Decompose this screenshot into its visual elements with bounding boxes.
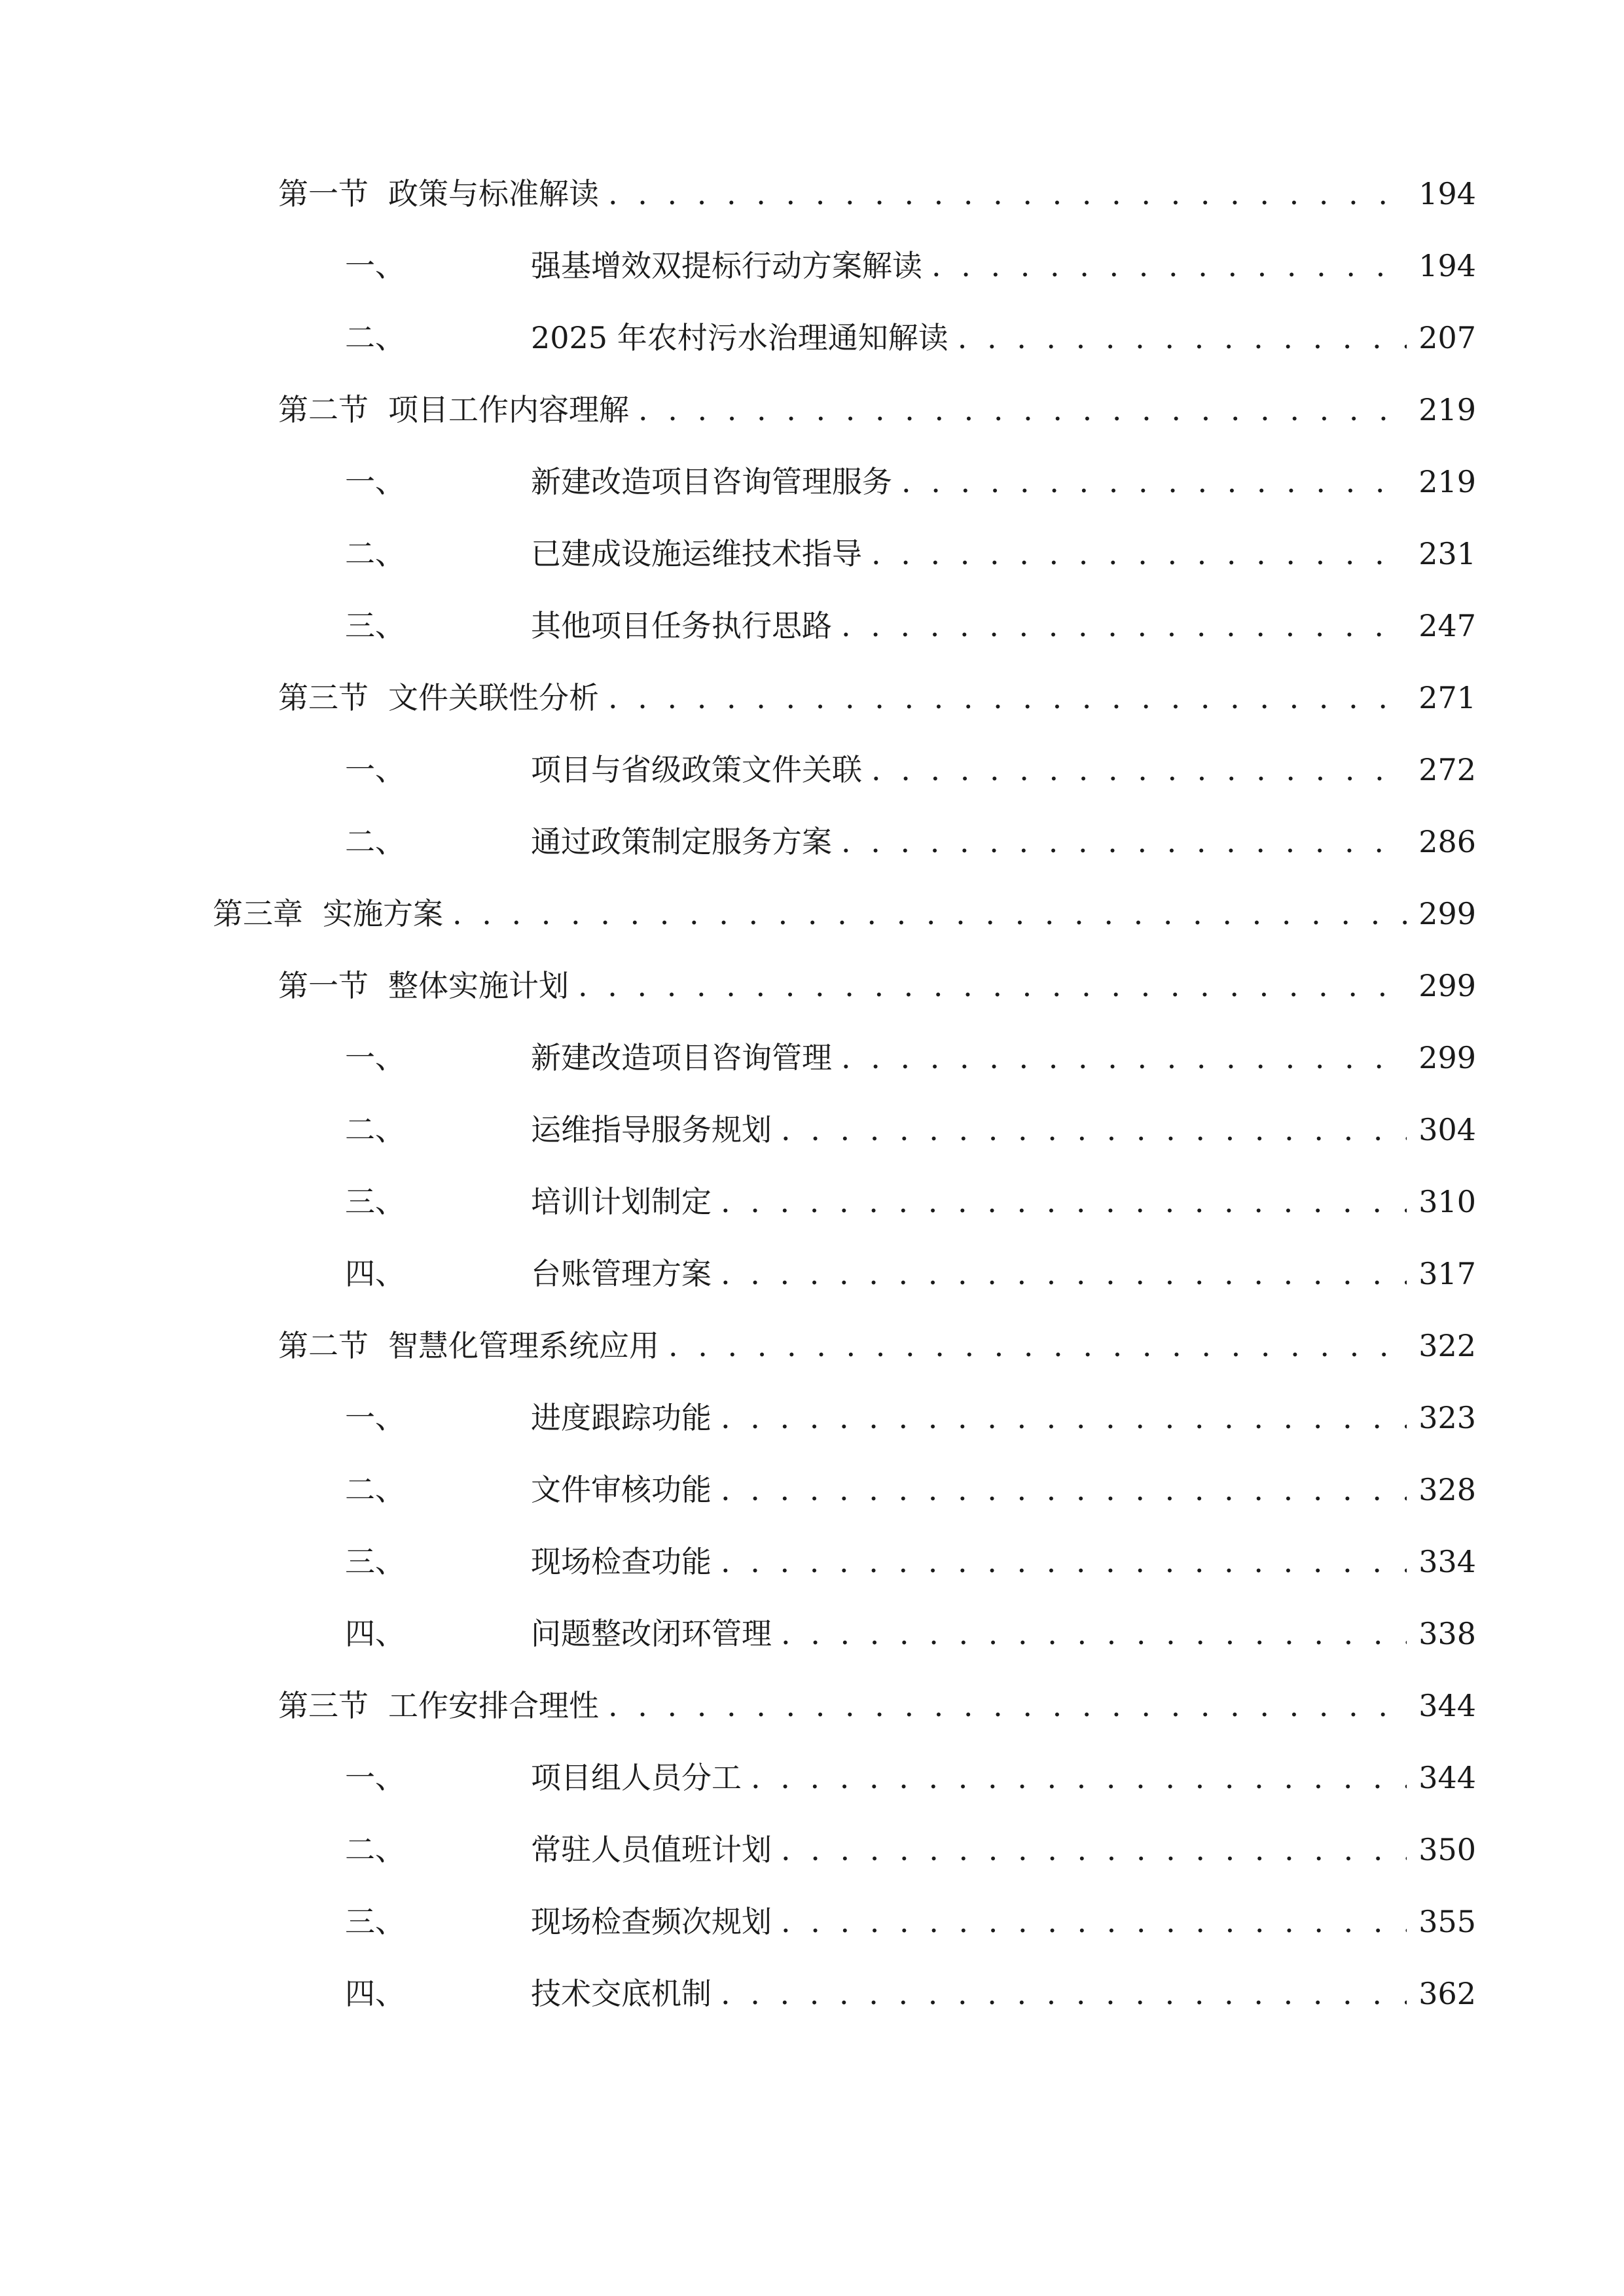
toc-entry-number: 第三章 xyxy=(213,896,303,931)
toc-entry[interactable] xyxy=(345,1031,1476,1084)
toc-entry-title: 项目工作内容理解 xyxy=(388,392,629,427)
toc-entry[interactable] xyxy=(345,1391,1476,1444)
dot-leader xyxy=(751,1751,1407,1804)
toc-entry-number: 一、 xyxy=(345,1040,405,1075)
dot-leader xyxy=(721,1463,1407,1516)
toc-entry-title: 台账管理方案 xyxy=(531,1256,712,1291)
toc-entry-number: 四、 xyxy=(345,1976,405,2011)
toc-entry-number: 四、 xyxy=(345,1616,405,1651)
toc-entry-page-number: 338 xyxy=(1418,1616,1476,1651)
toc-entry[interactable] xyxy=(345,1103,1476,1156)
toc-entry-title: 技术交底机制 xyxy=(531,1976,712,2011)
dot-leader xyxy=(931,240,1407,292)
dot-leader xyxy=(958,312,1407,364)
toc-entry[interactable] xyxy=(345,744,1476,796)
toc-entry-page-number: 299 xyxy=(1418,896,1476,931)
toc-entry-number: 第三节 xyxy=(278,1688,369,1723)
dot-leader xyxy=(608,1679,1407,1732)
toc-entry-title: 文件关联性分析 xyxy=(388,680,599,715)
toc-entry[interactable] xyxy=(345,816,1476,868)
toc-entry[interactable] xyxy=(345,1607,1476,1660)
toc-entry-number: 第二节 xyxy=(278,1328,369,1363)
toc-entry-title: 智慧化管理系统应用 xyxy=(388,1328,659,1363)
dot-leader xyxy=(841,816,1407,868)
toc-entry[interactable] xyxy=(345,312,1476,364)
toc-entry-page-number: 219 xyxy=(1418,464,1476,499)
toc-entry-number: 二、 xyxy=(345,1832,405,1867)
dot-leader xyxy=(841,600,1407,652)
toc-entry-number: 一、 xyxy=(345,464,405,499)
toc-entry-page-number: 194 xyxy=(1418,248,1476,283)
toc-entry-number: 第二节 xyxy=(278,392,369,427)
dot-leader xyxy=(721,1175,1407,1228)
toc-entry-page-number: 334 xyxy=(1418,1544,1476,1579)
toc-entry[interactable] xyxy=(345,1967,1476,2020)
dot-leader xyxy=(721,1535,1407,1588)
toc-entry-number: 二、 xyxy=(345,824,405,859)
toc-entry-number: 四、 xyxy=(345,1256,405,1291)
dot-leader xyxy=(781,1103,1407,1156)
dot-leader xyxy=(721,1391,1407,1444)
toc-entry-page-number: 323 xyxy=(1418,1400,1476,1435)
toc-entry-page-number: 304 xyxy=(1418,1112,1476,1147)
toc-entry-number: 三、 xyxy=(345,1184,405,1219)
dot-leader xyxy=(638,384,1407,436)
toc-entry-number: 一、 xyxy=(345,1760,405,1795)
dot-leader xyxy=(781,1607,1407,1660)
toc-entry-page-number: 344 xyxy=(1418,1760,1476,1795)
toc-entry-number: 一、 xyxy=(345,248,405,283)
toc-entry-page-number: 271 xyxy=(1418,680,1476,715)
toc-entry-page-number: 231 xyxy=(1418,536,1476,571)
toc-entry-number: 第一节 xyxy=(278,968,369,1003)
toc-entry-number: 二、 xyxy=(345,1112,405,1147)
toc-entry-page-number: 310 xyxy=(1418,1184,1476,1219)
toc-entry[interactable] xyxy=(278,384,1476,436)
toc-entry-title: 项目组人员分工 xyxy=(531,1760,742,1795)
toc-entry-title: 新建改造项目咨询管理服务 xyxy=(531,464,892,499)
toc-entry-number: 第一节 xyxy=(278,176,369,211)
toc-entry[interactable] xyxy=(213,888,1476,940)
toc-entry-title: 项目与省级政策文件关联 xyxy=(531,752,862,787)
dot-leader xyxy=(608,672,1407,724)
toc-entry-page-number: 247 xyxy=(1418,608,1476,643)
toc-entry-title: 实施方案 xyxy=(323,896,443,931)
toc-entry-title: 进度跟踪功能 xyxy=(531,1400,712,1435)
toc-entry[interactable] xyxy=(345,1175,1476,1228)
dot-leader xyxy=(781,1823,1407,1876)
toc-entry-page-number: 272 xyxy=(1418,752,1476,787)
toc-entry-page-number: 362 xyxy=(1418,1976,1476,2011)
toc-entry[interactable] xyxy=(345,1535,1476,1588)
toc-entry-page-number: 350 xyxy=(1418,1832,1476,1867)
toc-entry-title: 文件审核功能 xyxy=(531,1472,712,1507)
dot-leader xyxy=(578,960,1407,1012)
toc-entry[interactable] xyxy=(345,1823,1476,1876)
toc-entry-number: 一、 xyxy=(345,1400,405,1435)
toc-entry-title: 新建改造项目咨询管理 xyxy=(531,1040,832,1075)
toc-entry[interactable] xyxy=(345,240,1476,292)
toc-entry-number: 一、 xyxy=(345,752,405,787)
toc-entry[interactable] xyxy=(345,1247,1476,1300)
toc-entry-title: 现场检查功能 xyxy=(531,1544,712,1579)
toc-entry[interactable] xyxy=(278,1319,1476,1372)
toc-entry[interactable] xyxy=(278,1679,1476,1732)
toc-entry-page-number: 322 xyxy=(1418,1328,1476,1363)
toc-entry-number: 二、 xyxy=(345,320,405,355)
toc-entry-page-number: 286 xyxy=(1418,824,1476,859)
dot-leader xyxy=(608,168,1407,220)
toc-entry[interactable] xyxy=(345,1463,1476,1516)
toc-entry-number: 二、 xyxy=(345,1472,405,1507)
toc-entry-page-number: 299 xyxy=(1418,1040,1476,1075)
toc-entry-title: 已建成设施运维技术指导 xyxy=(531,536,862,571)
toc-entry-title: 整体实施计划 xyxy=(388,968,569,1003)
toc-entry-title: 其他项目任务执行思路 xyxy=(531,608,832,643)
toc-entry-number: 三、 xyxy=(345,608,405,643)
dot-leader xyxy=(901,456,1407,508)
toc-entry-page-number: 317 xyxy=(1418,1256,1476,1291)
toc-entry[interactable] xyxy=(345,528,1476,580)
dot-leader xyxy=(721,1247,1407,1300)
toc-entry-title: 强基增效双提标行动方案解读 xyxy=(531,248,922,283)
toc-entry[interactable] xyxy=(345,600,1476,652)
toc-entry-title: 培训计划制定 xyxy=(531,1184,712,1219)
toc-entry[interactable] xyxy=(278,672,1476,724)
toc-entry-number: 二、 xyxy=(345,536,405,571)
toc-entry-page-number: 207 xyxy=(1418,320,1476,355)
toc-entry-title: 工作安排合理性 xyxy=(388,1688,599,1723)
toc-entry-title: 2025 年农村污水治理通知解读 xyxy=(531,320,948,355)
toc-entry-page-number: 194 xyxy=(1418,176,1476,211)
toc-entry[interactable] xyxy=(345,456,1476,508)
dot-leader xyxy=(871,744,1407,796)
toc-entry-title: 政策与标准解读 xyxy=(388,176,599,211)
toc-entry-number: 第三节 xyxy=(278,680,369,715)
toc-entry-title: 问题整改闭环管理 xyxy=(531,1616,772,1651)
toc-entry-number: 三、 xyxy=(345,1544,405,1579)
dot-leader xyxy=(668,1319,1407,1372)
toc-entry-title: 常驻人员值班计划 xyxy=(531,1832,772,1867)
dot-leader xyxy=(871,528,1407,580)
toc-entry[interactable] xyxy=(278,960,1476,1012)
toc-entry-page-number: 299 xyxy=(1418,968,1476,1003)
dot-leader xyxy=(781,1895,1407,1948)
dot-leader xyxy=(721,1967,1407,2020)
toc-entry[interactable] xyxy=(345,1751,1476,1804)
toc-entry-page-number: 344 xyxy=(1418,1688,1476,1723)
toc-entry-title: 通过政策制定服务方案 xyxy=(531,824,832,859)
toc-entry-title: 运维指导服务规划 xyxy=(531,1112,772,1147)
dot-leader xyxy=(841,1031,1407,1084)
toc-entry-title: 现场检查频次规划 xyxy=(531,1904,772,1939)
dot-leader xyxy=(452,888,1407,940)
toc-entry-page-number: 219 xyxy=(1418,392,1476,427)
toc-entry-page-number: 328 xyxy=(1418,1472,1476,1507)
toc-entry[interactable] xyxy=(278,168,1476,220)
toc-entry-page-number: 355 xyxy=(1418,1904,1476,1939)
toc-entry-number: 三、 xyxy=(345,1904,405,1939)
toc-entry[interactable] xyxy=(345,1895,1476,1948)
